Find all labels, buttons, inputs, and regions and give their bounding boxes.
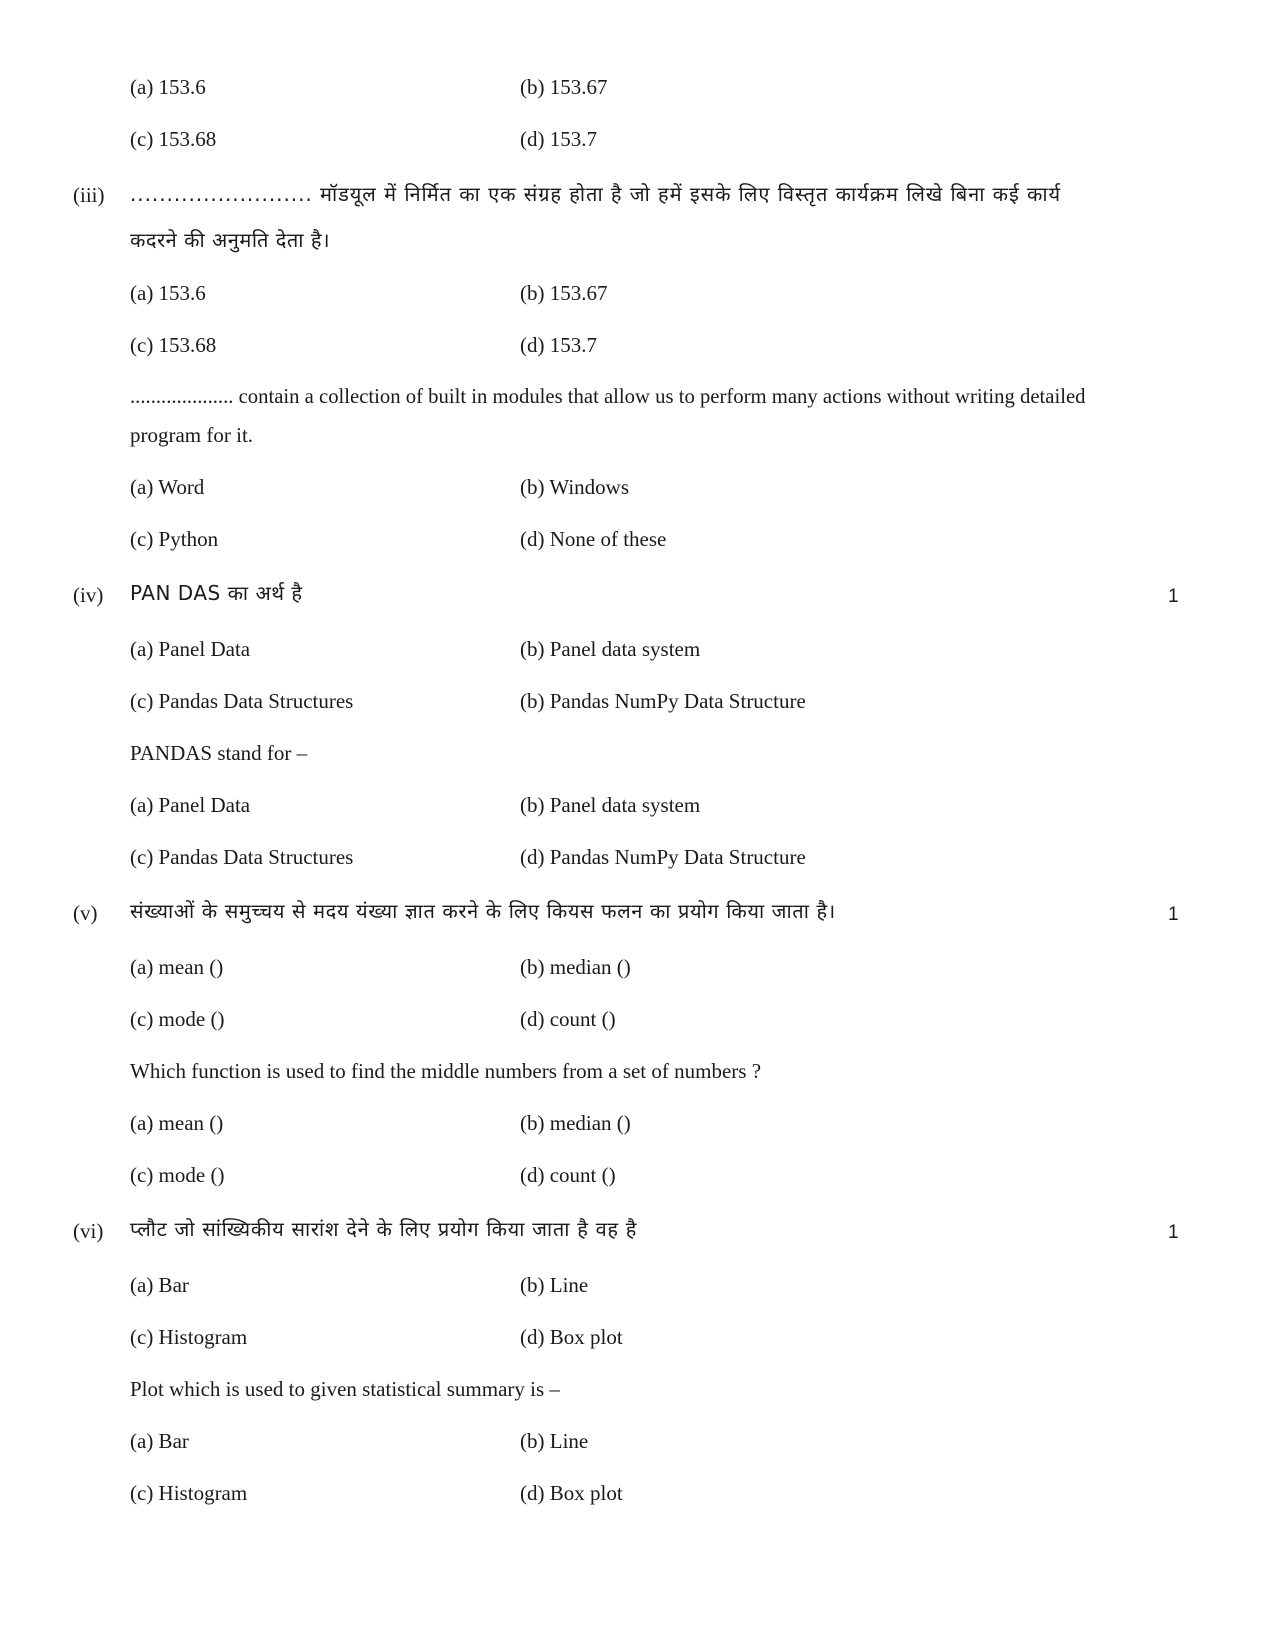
q4-hindi-option-b: (b) Panel data system: [520, 637, 701, 661]
q3-hindi-option-c: (c) 153.68: [130, 333, 217, 357]
q3-english-line1: .................... contain a collection of built in modules that allow us to perform many actions without writing detailed: [130, 386, 1086, 408]
q4-hindi-option-c: (c) Pandas Data Structures: [130, 689, 354, 713]
q6-marks: 1: [1168, 1222, 1179, 1243]
q4-hindi-option-d: (b) Pandas NumPy Data Structure: [520, 689, 806, 713]
q5-hindi-option-b: (b) median (): [520, 955, 631, 979]
q6-hindi-option-d: (d) Box plot: [520, 1325, 623, 1349]
q3-english-option-a: (a) Word: [130, 475, 205, 499]
q4-english-option-d: (d) Pandas NumPy Data Structure: [520, 845, 806, 869]
q6-english-option-a: (a) Bar: [130, 1429, 189, 1453]
q5-hindi-option-c: (c) mode (): [130, 1007, 225, 1031]
q4-marks: 1: [1168, 586, 1179, 607]
q3-hindi-option-b: (b) 153.67: [520, 281, 608, 305]
q3-hindi-line1: ......................... मॉडयूल में निर्मित का एक संग्रह होता है जो हमें इसके लिए विस्तृत कार्यक्रम लिखे बिना कई कार्य: [130, 182, 1062, 206]
q4-english-option-b: (b) Panel data system: [520, 793, 701, 817]
q5-hindi-option-a: (a) mean (): [130, 955, 224, 979]
q6-english-option-b: (b) Line: [520, 1429, 589, 1453]
q6-hindi-option-b: (b) Line: [520, 1273, 589, 1297]
q6-english: Plot which is used to given statistical summary is –: [130, 1377, 560, 1401]
q4-english: PANDAS stand for –: [130, 741, 308, 765]
q5-english-option-a: (a) mean (): [130, 1111, 224, 1135]
top-option-d: (d) 153.7: [520, 127, 597, 151]
q6-hindi: प्लौट जो सांख्यिकीय सारांश देने के लिए प्रयोग किया जाता है वह है: [130, 1217, 638, 1241]
q5-english: Which function is used to find the middle numbers from a set of numbers ?: [130, 1059, 762, 1083]
question-number-iii: (iii): [73, 183, 105, 207]
q5-hindi-option-d: (d) count (): [520, 1007, 616, 1031]
q4-english-option-a: (a) Panel Data: [130, 793, 251, 817]
q3-english-line2: program for it.: [130, 423, 254, 447]
top-option-a: (a) 153.6: [130, 75, 206, 99]
q5-marks: 1: [1168, 904, 1179, 925]
question-number-v: (v): [73, 901, 98, 925]
q5-english-option-d: (d) count (): [520, 1163, 616, 1187]
top-option-b: (b) 153.67: [520, 75, 608, 99]
q6-hindi-option-c: (c) Histogram: [130, 1325, 248, 1349]
q5-english-option-b: (b) median (): [520, 1111, 631, 1135]
q3-hindi-option-a: (a) 153.6: [130, 281, 206, 305]
q4-hindi-option-a: (a) Panel Data: [130, 637, 251, 661]
q4-hindi: PAN DAS का अर्थ है: [130, 581, 303, 605]
q6-hindi-option-a: (a) Bar: [130, 1273, 189, 1297]
q4-english-option-c: (c) Pandas Data Structures: [130, 845, 354, 869]
question-number-vi: (vi): [73, 1219, 104, 1243]
q3-english-option-b: (b) Windows: [520, 475, 630, 499]
question-number-iv: (iv): [73, 583, 104, 607]
q6-english-option-c: (c) Histogram: [130, 1481, 248, 1505]
q3-hindi-line2: कदरने की अनुमति देता है।: [130, 228, 331, 252]
top-option-c: (c) 153.68: [130, 127, 217, 151]
q3-hindi-option-d: (d) 153.7: [520, 333, 597, 357]
q5-hindi: संख्याओं के समुच्चय से मदय यंख्या ज्ञात करने के लिए कियस फलन का प्रयोग किया जाता है।: [130, 899, 836, 923]
q3-english-option-d: (d) None of these: [520, 527, 667, 551]
q5-english-option-c: (c) mode (): [130, 1163, 225, 1187]
q3-english-option-c: (c) Python: [130, 527, 219, 551]
q6-english-option-d: (d) Box plot: [520, 1481, 623, 1505]
